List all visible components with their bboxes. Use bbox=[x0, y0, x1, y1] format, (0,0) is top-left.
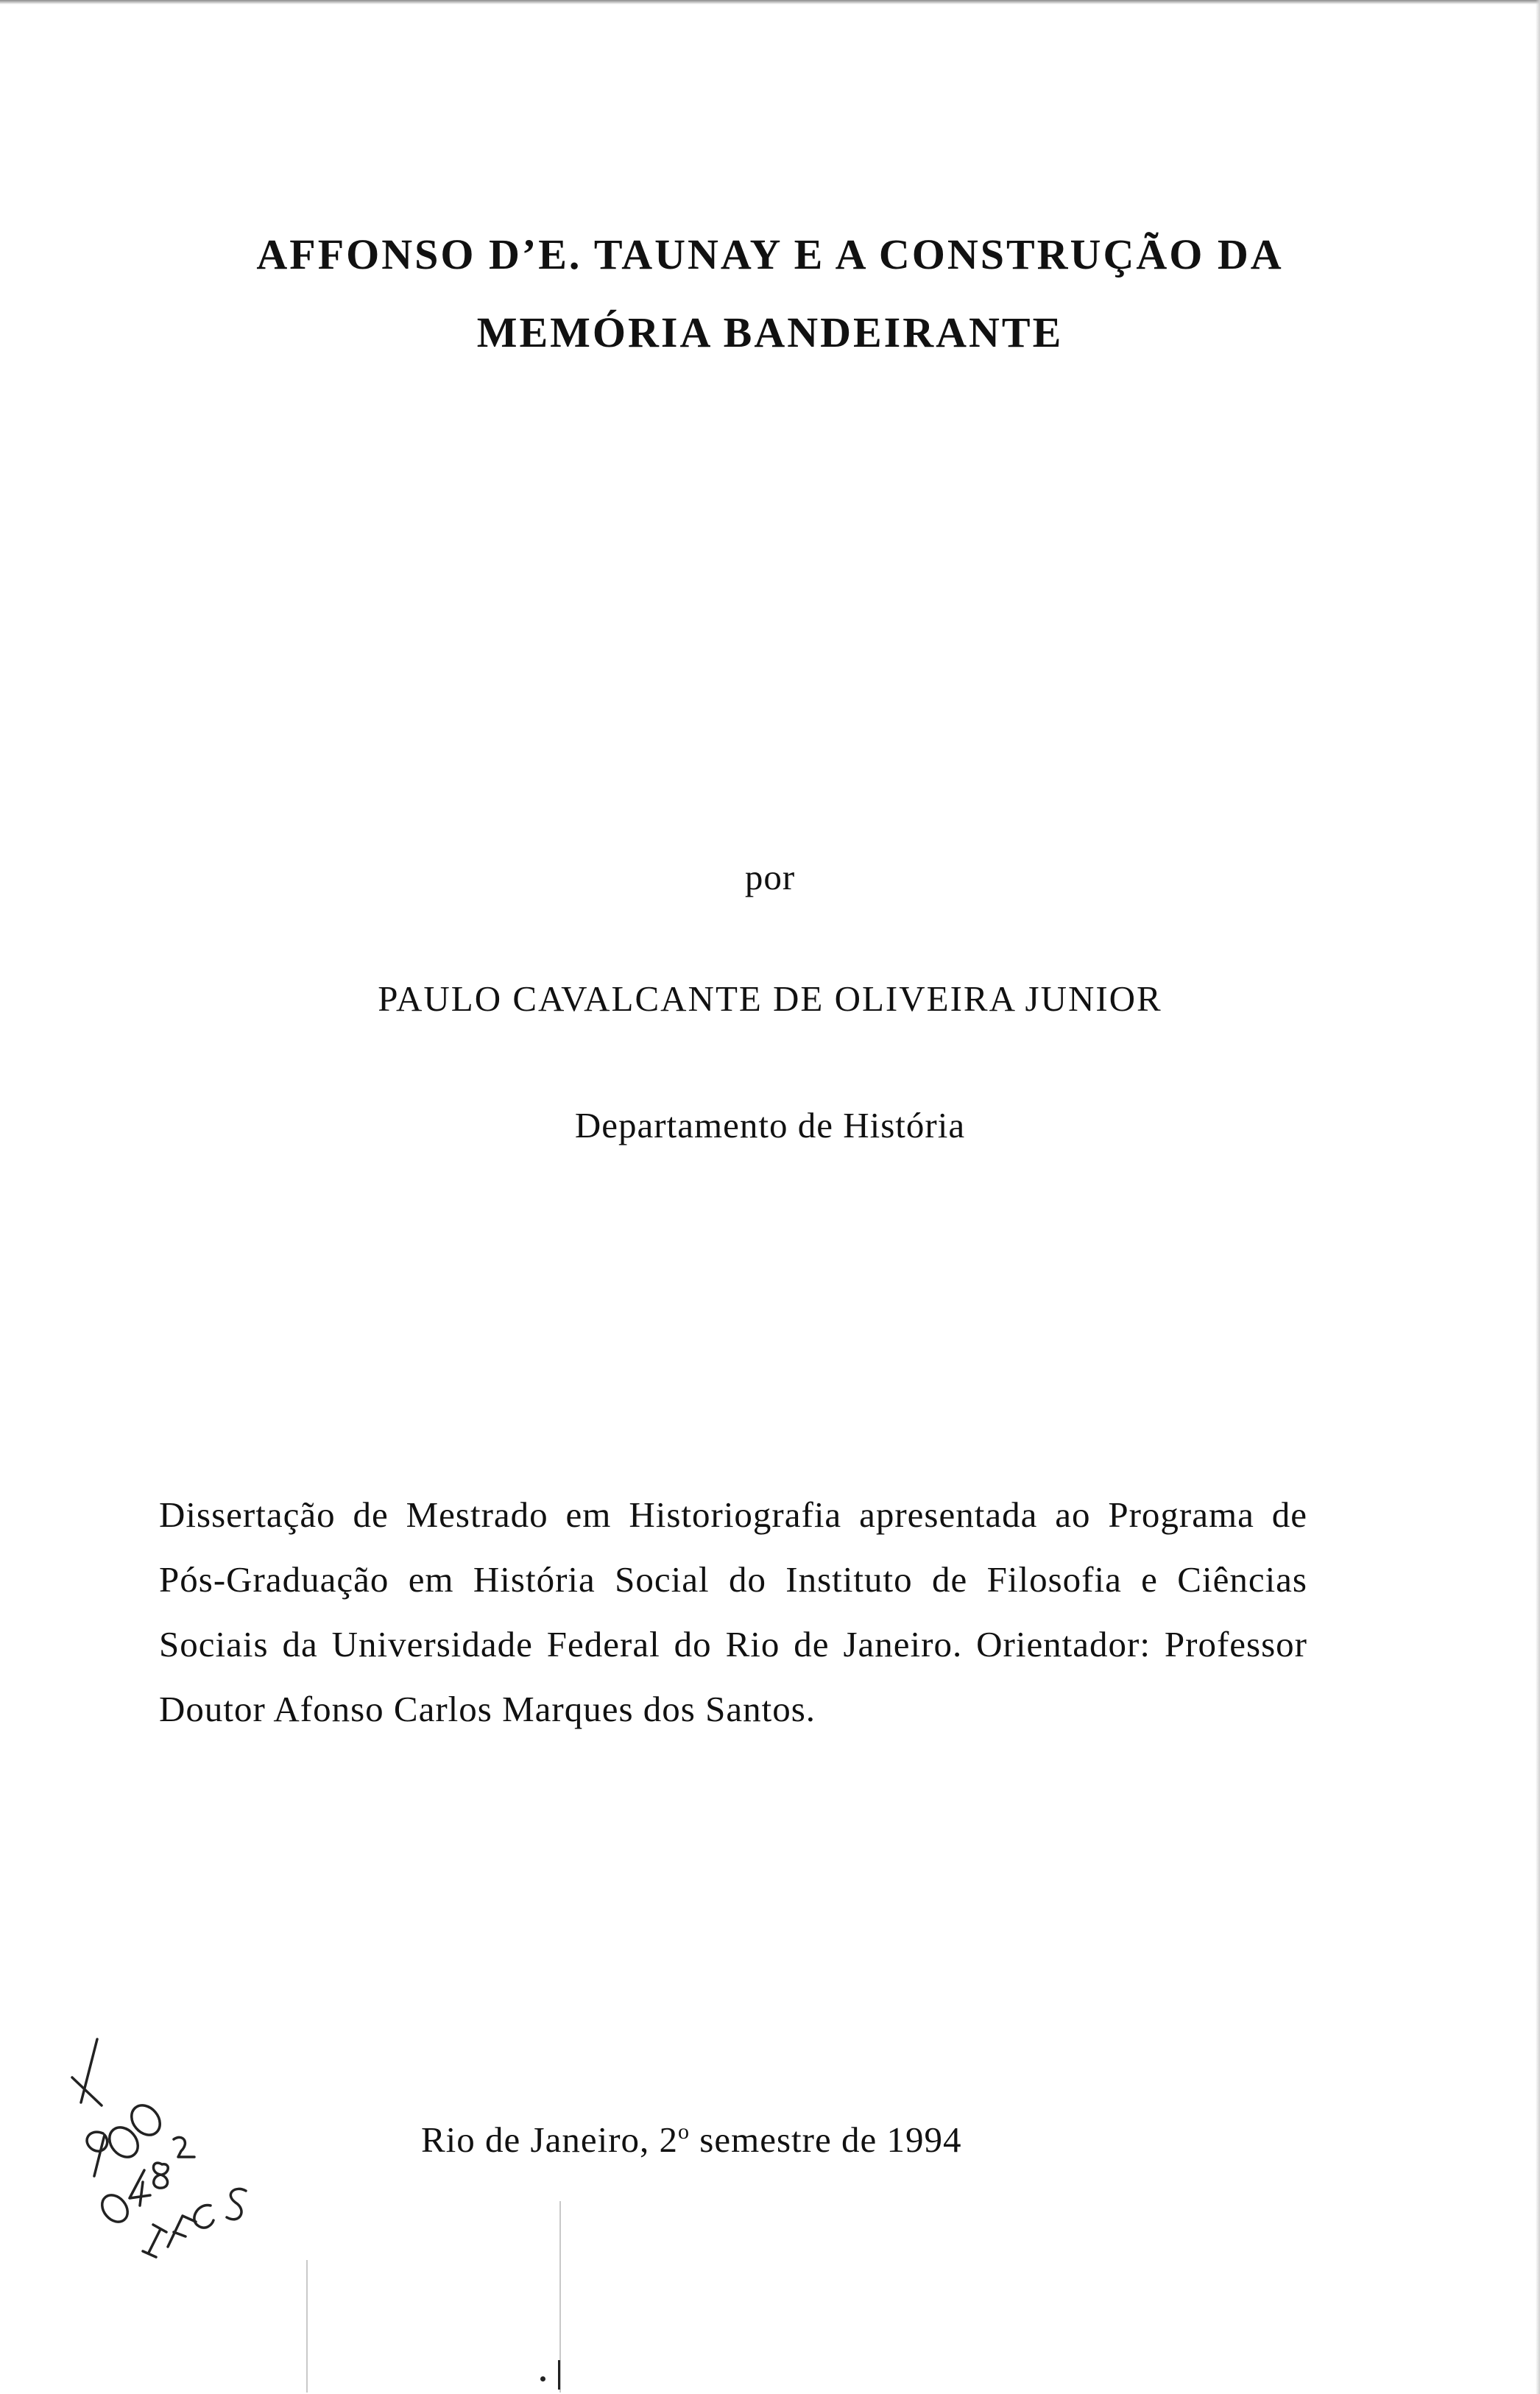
by-label: por bbox=[744, 857, 796, 897]
handwriting-stroke bbox=[168, 2216, 196, 2247]
scan-edge-right bbox=[1536, 0, 1540, 2394]
handwriting-stroke bbox=[143, 2225, 166, 2257]
handwriting-stroke bbox=[153, 2163, 168, 2188]
handwritten-catalog-note bbox=[59, 2032, 294, 2312]
handwriting-stroke bbox=[130, 2170, 150, 2206]
handwriting-stroke bbox=[174, 2137, 194, 2157]
scan-artifact-dot bbox=[540, 2376, 545, 2381]
scan-artifact-line bbox=[306, 2260, 308, 2393]
place-date-suffix: semestre de 1994 bbox=[690, 2119, 962, 2160]
handwriting-stroke bbox=[126, 2100, 166, 2141]
handwriting-stroke bbox=[227, 2189, 246, 2219]
scan-edge-top bbox=[0, 0, 1540, 4]
scan-artifact-mark bbox=[558, 2360, 560, 2390]
dissertation-description: Dissertação de Mestrado em Historiografia apresentada ao Programa de Pós-Graduação em História Social do Instituto de Filosofia e Ciências Sociais da Universidade Federal do Rio de Janeiro. Orientador: Professor Doutor Afonso Carlos Marques dos Santos. bbox=[159, 1494, 1307, 1729]
title-line-2: MEMÓRIA BANDEIRANTE bbox=[476, 308, 1064, 356]
degree-mark: o bbox=[678, 2119, 690, 2144]
handwriting-stroke bbox=[104, 2122, 144, 2163]
department-name: Departamento de História bbox=[574, 1105, 966, 1145]
place-and-date bbox=[421, 2119, 961, 2161]
handwriting-stroke bbox=[87, 2132, 107, 2176]
author-name: PAULO CAVALCANTE DE OLIVEIRA JUNIOR bbox=[378, 978, 1162, 1019]
handwriting-stroke bbox=[97, 2190, 133, 2227]
handwriting-stroke bbox=[194, 2206, 213, 2228]
place-date-prefix: Rio de Janeiro, 2 bbox=[421, 2119, 679, 2160]
title-line-1: AFFONSO D’E. TAUNAY E A CONSTRUÇÃO DA bbox=[256, 230, 1284, 278]
